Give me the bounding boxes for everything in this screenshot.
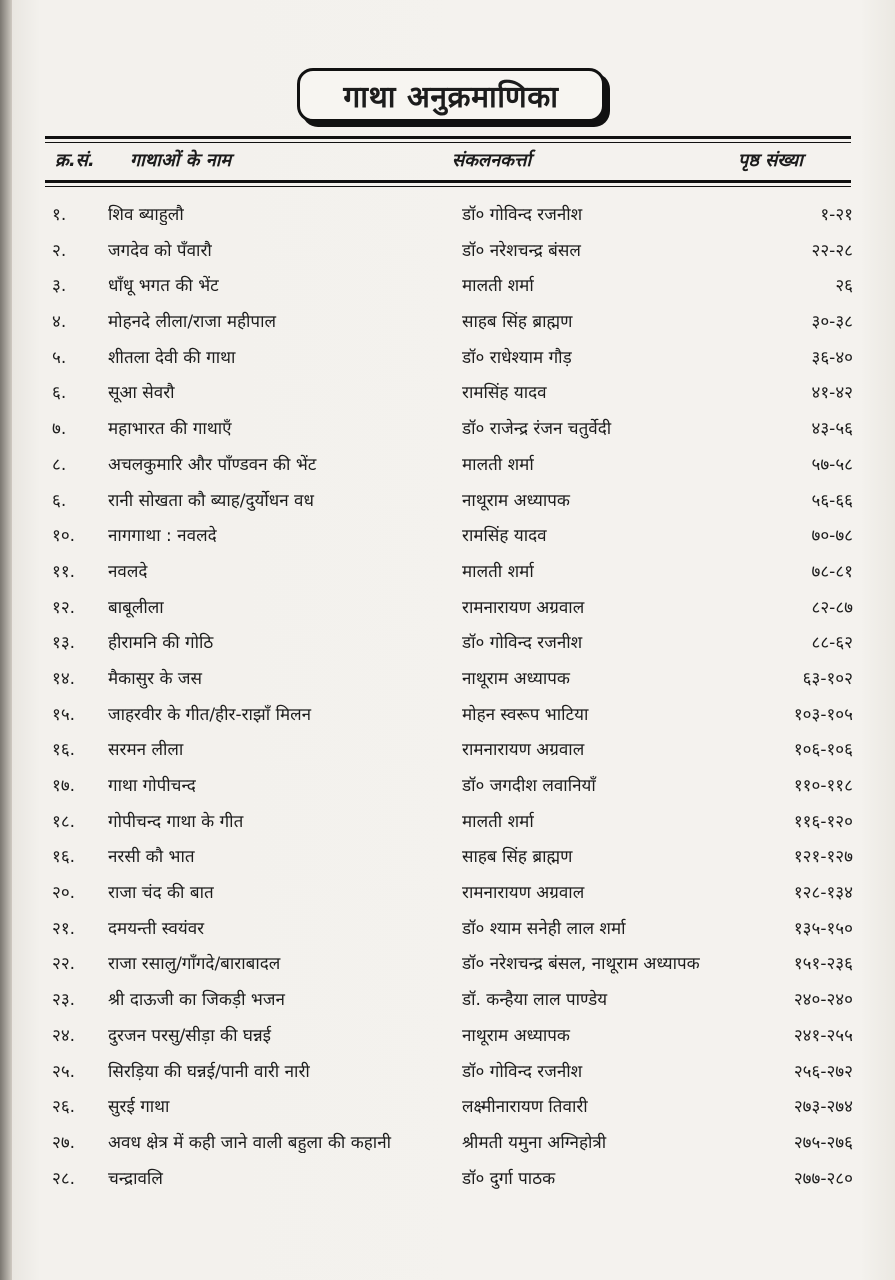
- header-rule-bottom: [45, 180, 851, 183]
- table-row: [0, 731, 895, 767]
- row-compiler: मालती शर्मा: [462, 276, 534, 297]
- row-serial: ७.: [52, 419, 67, 440]
- header-pages: पृष्ठ संख्या: [738, 150, 803, 171]
- table-row: [0, 232, 895, 268]
- table-row: [0, 482, 895, 518]
- row-compiler: मालती शर्मा: [462, 561, 534, 582]
- row-name: शिव ब्याहुलौ: [108, 205, 184, 225]
- row-name: चन्द्रावलि: [108, 1168, 163, 1189]
- header-rule-top: [45, 136, 851, 139]
- row-pages: ४१-४२: [811, 383, 853, 404]
- row-pages: ५६-६६: [811, 490, 853, 511]
- row-serial: २२.: [52, 954, 76, 975]
- row-serial: १२.: [52, 597, 76, 618]
- row-pages: ३०-३८: [811, 312, 853, 333]
- table-row: [0, 196, 895, 232]
- row-pages: ११६-१२०: [793, 811, 853, 832]
- row-compiler: साहब सिंह ब्राह्मण: [462, 847, 573, 868]
- table-row: [0, 517, 895, 553]
- row-name: नरसी कौ भात: [108, 847, 195, 868]
- row-compiler: साहब सिंह ब्राह्मण: [462, 312, 573, 333]
- row-serial: १८.: [52, 811, 76, 832]
- row-serial: १३.: [52, 633, 76, 654]
- table-row: [0, 910, 895, 946]
- table-row: [0, 303, 895, 339]
- row-serial: १०.: [52, 526, 76, 547]
- row-serial: ३.: [52, 276, 67, 297]
- row-pages: २२-२८: [811, 240, 853, 261]
- row-name: सिरड़िया की घन्नई/पानी वारी नारी: [108, 1061, 310, 1082]
- row-name: नवलदे: [108, 561, 148, 582]
- row-pages: ५७-५८: [811, 454, 853, 475]
- page-title: गाथा अनुक्रमाणिका: [343, 79, 559, 115]
- row-serial: ६.: [52, 383, 67, 404]
- table-row: [0, 624, 895, 660]
- row-serial: २१.: [52, 918, 76, 939]
- header-compiler: संकलनकर्त्ता: [452, 150, 532, 171]
- row-serial: २०.: [52, 883, 76, 904]
- table-row: [0, 660, 895, 696]
- row-name: राजा चंद की बात: [108, 883, 214, 904]
- row-serial: २३.: [52, 990, 76, 1011]
- header-rule-top-thin: [45, 142, 851, 143]
- row-pages: २७३-२७४: [793, 1097, 853, 1118]
- table-row: [0, 1088, 895, 1124]
- row-serial: १६.: [52, 847, 76, 868]
- row-name: धाँधू भगत की भेंट: [108, 276, 219, 297]
- row-name: अवध क्षेत्र में कही जाने वाली बहुला की कहानी: [108, 1132, 392, 1153]
- row-name: हीरामनि की गोठि: [108, 633, 214, 654]
- row-name: सूआ सेवरौ: [108, 383, 175, 404]
- row-compiler: रामसिंह यादव: [462, 383, 547, 404]
- table-row: [0, 945, 895, 981]
- row-pages: २५६-२७२: [793, 1061, 853, 1082]
- row-compiler: डॉ० राजेन्द्र रंजन चतुर्वेदी: [462, 419, 612, 440]
- row-compiler: श्रीमती यमुना अग्निहोत्री: [462, 1132, 607, 1153]
- row-serial: ४.: [52, 312, 67, 333]
- row-serial: ११.: [52, 561, 76, 582]
- row-name: बाबूलीला: [108, 597, 164, 618]
- table-row: [0, 1017, 895, 1053]
- row-pages: १०३-१०५: [793, 704, 853, 725]
- table-row: [0, 803, 895, 839]
- row-name: अचलकुमारि और पाँण्डवन की भेंट: [108, 454, 317, 475]
- row-compiler: डॉ० जगदीश लवानियाँ: [462, 776, 596, 796]
- row-pages: ८८-६२: [811, 633, 853, 654]
- header-name: गाथाओं के नाम: [130, 150, 232, 171]
- table-row: [0, 696, 895, 732]
- row-pages: २७७-२८०: [793, 1168, 853, 1189]
- row-name: सरमन लीला: [108, 740, 184, 761]
- header-serial: क्र.सं.: [55, 150, 95, 171]
- table-row: [0, 1124, 895, 1160]
- table-row: [0, 410, 895, 446]
- row-compiler: डॉ० गोविन्द रजनीश: [462, 205, 583, 225]
- row-name: रानी सोखता कौ ब्याह/दुर्योधन वध: [108, 490, 314, 511]
- table-row: [0, 374, 895, 410]
- table-row: [0, 553, 895, 589]
- row-compiler: मालती शर्मा: [462, 454, 534, 475]
- table-row: [0, 981, 895, 1017]
- header-rule-bottom-thin: [45, 186, 851, 187]
- row-serial: १६.: [52, 740, 76, 761]
- row-serial: १५.: [52, 704, 76, 725]
- row-pages: ६३-१०२: [802, 668, 853, 689]
- table-row: [0, 1160, 895, 1196]
- row-pages: १५१-२३६: [793, 954, 853, 975]
- table-row: [0, 267, 895, 303]
- row-pages: ८२-८७: [811, 597, 853, 618]
- row-serial: २८.: [52, 1168, 76, 1189]
- row-compiler: डॉ० दुर्गा पाठक: [462, 1168, 556, 1189]
- row-name: गोपीचन्द गाथा के गीत: [108, 811, 244, 832]
- table-row: [0, 767, 895, 803]
- row-serial: २.: [52, 240, 67, 261]
- row-pages: २६: [835, 276, 853, 297]
- row-compiler: नाथूराम अध्यापक: [462, 668, 570, 689]
- row-pages: १-२१: [820, 205, 853, 225]
- row-serial: ६.: [52, 490, 67, 511]
- row-name: राजा रसालु/गाँगदे/बाराबादल: [108, 954, 281, 975]
- row-pages: २४१-२५५: [793, 1025, 853, 1046]
- row-compiler: डॉ० गोविन्द रजनीश: [462, 1061, 583, 1082]
- row-pages: १२१-१२७: [793, 847, 853, 868]
- row-pages: २७५-२७६: [793, 1132, 853, 1153]
- row-pages: ७०-७८: [811, 526, 853, 547]
- table-row: [0, 339, 895, 375]
- title-box: [297, 68, 605, 122]
- row-serial: २६.: [52, 1097, 76, 1118]
- row-name: मोहनदे लीला/राजा महीपाल: [108, 312, 277, 333]
- row-pages: १२८-१३४: [793, 883, 853, 904]
- row-serial: १.: [52, 205, 67, 225]
- row-compiler: रामसिंह यादव: [462, 526, 547, 547]
- row-serial: २५.: [52, 1061, 76, 1082]
- row-serial: १४.: [52, 668, 76, 689]
- row-name: जगदेव को पँवारौ: [108, 240, 212, 261]
- row-compiler: नाथूराम अध्यापक: [462, 490, 570, 511]
- row-pages: ११०-११८: [793, 776, 853, 796]
- row-serial: २७.: [52, 1132, 76, 1153]
- row-name: दमयन्ती स्वयंवर: [108, 918, 205, 939]
- row-compiler: मालती शर्मा: [462, 811, 534, 832]
- row-serial: १७.: [52, 776, 76, 796]
- row-pages: १०६-१०६: [793, 740, 853, 761]
- row-pages: १३५-१५०: [793, 918, 853, 939]
- row-name: महाभारत की गाथाएँ: [108, 419, 232, 440]
- table-row: [0, 838, 895, 874]
- row-name: श्री दाऊजी का जिकड़ी भजन: [108, 990, 285, 1011]
- row-name: गाथा गोपीचन्द: [108, 776, 196, 796]
- index-table: [0, 196, 895, 1195]
- row-pages: २४०-२४०: [793, 990, 853, 1011]
- row-name: मैकासुर के जस: [108, 668, 203, 689]
- row-compiler: डॉ० नरेशचन्द्र बंसल, नाथूराम अध्यापक: [462, 954, 700, 975]
- row-serial: ८.: [52, 454, 67, 475]
- table-row: [0, 874, 895, 910]
- row-name: जाहरवीर के गीत/हीर-राझाँ मिलन: [108, 704, 312, 725]
- row-compiler: मोहन स्वरूप भाटिया: [462, 704, 589, 725]
- row-compiler: डॉ. कन्हैया लाल पाण्डेय: [462, 990, 608, 1011]
- row-name: नागगाथा : नवलदे: [108, 526, 217, 547]
- row-compiler: डॉ० नरेशचन्द्र बंसल: [462, 240, 581, 261]
- table-row: [0, 589, 895, 625]
- row-compiler: डॉ० श्याम सनेही लाल शर्मा: [462, 918, 626, 939]
- row-pages: ४३-५६: [811, 419, 853, 440]
- row-compiler: रामनारायण अग्रवाल: [462, 597, 585, 618]
- row-compiler: रामनारायण अग्रवाल: [462, 740, 585, 761]
- row-serial: ५.: [52, 347, 67, 368]
- table-row: [0, 1053, 895, 1089]
- row-name: सुरई गाथा: [108, 1097, 170, 1118]
- row-compiler: लक्ष्मीनारायण तिवारी: [462, 1097, 588, 1118]
- row-compiler: डॉ० राधेश्याम गौड़: [462, 347, 572, 368]
- row-compiler: नाथूराम अध्यापक: [462, 1025, 570, 1046]
- row-serial: २४.: [52, 1025, 76, 1046]
- row-compiler: रामनारायण अग्रवाल: [462, 883, 585, 904]
- row-name: दुरजन परसु/सीड़ा की घन्नई: [108, 1025, 272, 1046]
- row-name: शीतला देवी की गाथा: [108, 347, 236, 368]
- row-pages: ७८-८१: [811, 561, 853, 582]
- table-row: [0, 446, 895, 482]
- row-pages: ३६-४०: [811, 347, 853, 368]
- row-compiler: डॉ० गोविन्द रजनीश: [462, 633, 583, 654]
